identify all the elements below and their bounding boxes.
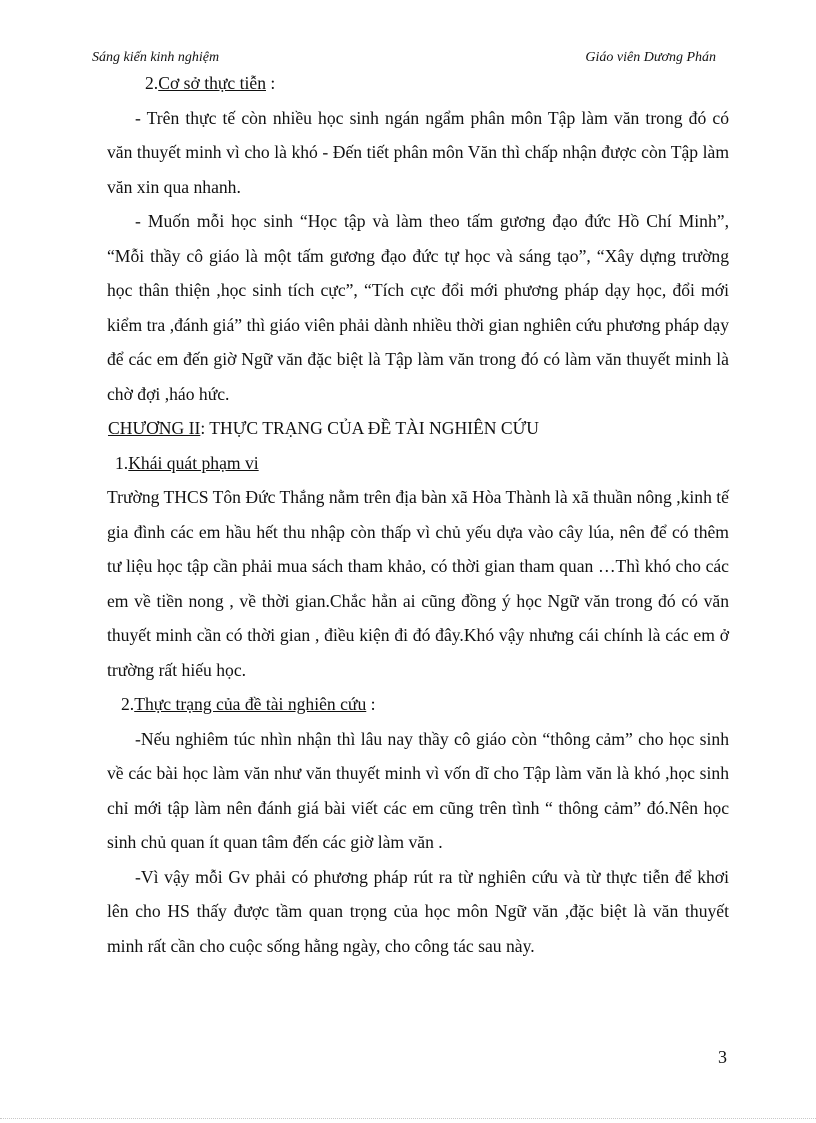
paragraph: -Vì vậy mỗi Gv phải có phương pháp rút ra từ nghiên cứu và từ thực tiễn để khơi lên cho HS thấy được tầm quan trọng của học môn Ngữ văn ,đặc biệt là văn thuyết minh rất cần cho cuộc sống hằng ngày, cho công tác sau này. (107, 866, 729, 956)
section-title: Cơ sở thực tiễn (158, 73, 266, 93)
paragraph: - Muốn mỗi học sinh “Học tập và làm theo tấm gương đạo đức Hồ Chí Minh”, “Mỗi thầy cô giáo là một tấm gương đạo đức tự học và sáng tạo”, “Xây dựng trường học thân thiện ,học sinh tích cực”, “Tích cực đổi mới phương pháp dạy học, đổi mới kiểm tra ,đánh giá” thì giáo viên phải dành nhiều thời gian nghiên cứu phương pháp dạy để các em đến giờ Ngữ văn đặc biệt là Tập làm văn trong đó có làm văn thuyết minh là chờ đợi ,háo hức. (107, 211, 729, 404)
header-author: Giáo viên Dương Phán (585, 50, 716, 65)
subsection-number: 1. (115, 452, 129, 473)
subsection-heading-khai-quat (107, 446, 729, 481)
subsection-title: Khái quát phạm vi (128, 452, 259, 473)
section-suffix: : (266, 73, 276, 93)
chapter-label: CHƯƠNG II (108, 418, 201, 438)
document-body (107, 66, 729, 963)
page-bottom-border (0, 1118, 816, 1119)
section-number: 2. (145, 73, 159, 93)
chapter-heading (107, 411, 729, 446)
paragraph: -Nếu nghiêm túc nhìn nhận thì lâu nay thầy cô giáo còn “thông cảm” cho học sinh về các bài học làm văn như văn thuyết minh vì vốn dĩ cho Tập làm văn là khó ,học sinh chỉ mới tập làm nên đánh giá bài viết các em cũng trên tình “ thông cảm” đó.Nên học sinh chủ quan ít quan tâm đến các giờ làm văn . (107, 728, 729, 852)
subsection-heading-thuc-trang (107, 687, 729, 722)
section-heading-co-so-thuc-tien (107, 66, 729, 101)
header-title: Sáng kiến kinh nghiệm (92, 50, 220, 65)
page-number: 3 (718, 1047, 727, 1067)
subsection-suffix: : (366, 694, 376, 714)
chapter-title: : THỰC TRẠNG CỦA ĐỀ TÀI NGHIÊN CỨU (200, 418, 539, 438)
paragraph: - Trên thực tế còn nhiều học sinh ngán ngẩm phân môn Tập làm văn trong đó có văn thuyết minh vì cho là khó - Đến tiết phân môn Văn thì chấp nhận được còn Tập làm văn xin qua nhanh. (107, 107, 729, 197)
subsection-title: Thực trạng của đề tài nghiên cứu (134, 694, 367, 714)
paragraph: Trường THCS Tôn Đức Thắng nằm trên địa bàn xã Hòa Thành là xã thuần nông ,kinh tế gia đình các em hầu hết thu nhập còn thấp vì chủ yếu dựa vào cây lúa, nên để có thêm tư liệu học tập cần phải mua sách tham khảo, có thời gian tham quan …Thì khó cho các em về tiền nong , về thời gian.Chắc hẳn ai cũng đồng ý học Ngữ văn trong đó có văn thuyết minh cần có thời gian , điều kiện đi đó đây.Khó vậy nhưng cái chính là các em ở trường rất hiếu học. (107, 487, 729, 680)
subsection-number: 2. (121, 694, 135, 714)
